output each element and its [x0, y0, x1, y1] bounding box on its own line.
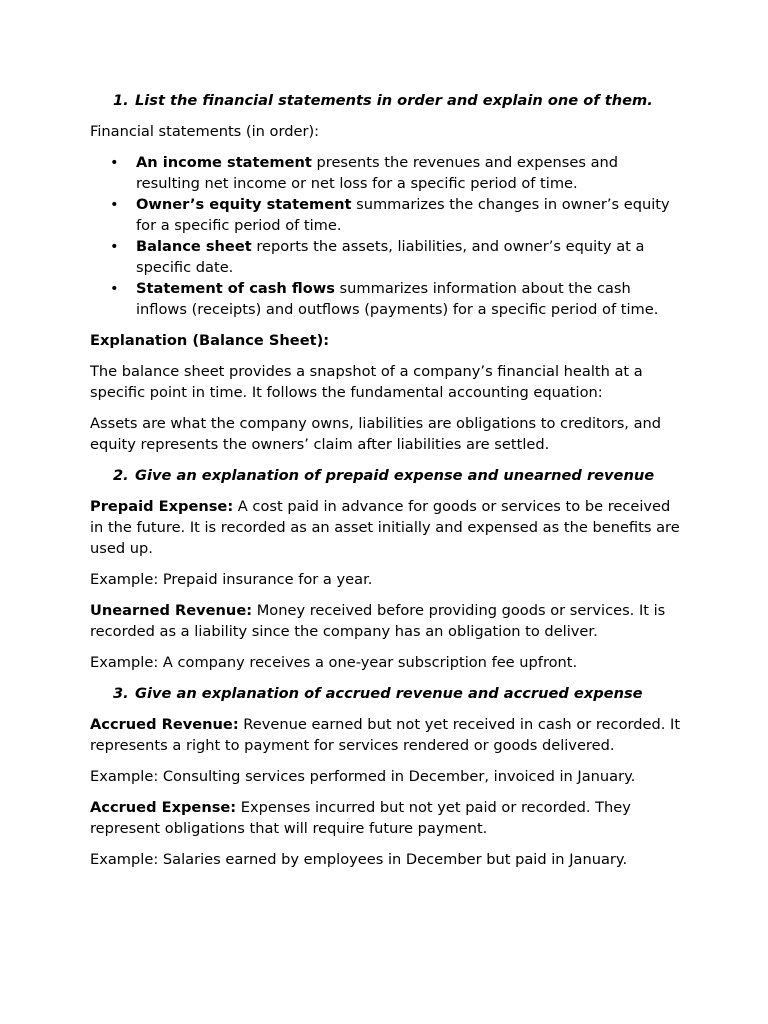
accrued-expense-paragraph: [90, 797, 682, 839]
statement-description: summarizes the changes in owner’s equity for a specific period of time.: [136, 196, 670, 234]
unearned-revenue-definition: Money received before providing goods or services. It is recorded as a liability since the company has an obligation to deliver.: [90, 602, 666, 640]
statement-term: An income statement: [136, 154, 312, 171]
prepaid-expense-example: Example: Prepaid insurance for a year.: [90, 571, 373, 588]
accrued-expense-example: Example: Salaries earned by employees in December but paid in January.: [90, 851, 628, 868]
bullet-icon: •: [110, 280, 119, 297]
accrued-revenue-example: Example: Consulting services performed in December, invoiced in January.: [90, 768, 636, 785]
accrued-expense-term: Accrued Expense:: [90, 799, 237, 816]
statement-term: Balance sheet: [136, 238, 252, 255]
unearned-revenue-term: Unearned Revenue:: [90, 602, 253, 619]
question-3-heading: [90, 683, 682, 704]
balance-sheet-paragraph: The balance sheet provides a snapshot of a company’s financial health at a specific point in time. It follows the fundamental accounting equation:: [90, 363, 643, 401]
question-2-number: 2.: [113, 467, 129, 484]
unearned-revenue-example: Example: A company receives a one-year subscription fee upfront.: [90, 654, 578, 671]
accrued-revenue-term: Accrued Revenue:: [90, 716, 239, 733]
explanation-heading: [90, 330, 682, 351]
statement-description: presents the revenues and expenses and resulting net income or net loss for a specific period of time.: [136, 154, 619, 192]
bullet-icon: •: [110, 238, 119, 255]
question-3-title: Give an explanation of accrued revenue and accrued expense: [135, 685, 643, 702]
question-2-title: Give an explanation of prepaid expense and unearned revenue: [135, 467, 655, 484]
list-item: [90, 236, 682, 278]
statement-term: Owner’s equity statement: [136, 196, 352, 213]
accrued-revenue-definition: Revenue earned but not yet received in cash or recorded. It represents a right to payment for services rendered or goods delivered.: [90, 716, 681, 754]
equation-explanation-paragraph: Assets are what the company owns, liabilities are obligations to creditors, and equity represents the owners’ claim after liabilities are settled.: [90, 415, 662, 453]
statements-list: [90, 152, 682, 320]
statement-term: Statement of cash flows: [136, 280, 335, 297]
statements-intro: Financial statements (in order):: [90, 123, 320, 140]
accrued-revenue-paragraph: [90, 714, 682, 756]
list-item: [90, 194, 682, 236]
accrued-expense-definition: Expenses incurred but not yet paid or recorded. They represent obligations that will require future payment.: [90, 799, 631, 837]
prepaid-expense-definition: A cost paid in advance for goods or services to be received in the future. It is recorded as an asset initially and expensed as the benefits are used up.: [90, 498, 680, 557]
statement-description: reports the assets, liabilities, and owner’s equity at a specific date.: [136, 238, 645, 276]
list-item: [90, 152, 682, 194]
prepaid-expense-term: Prepaid Expense:: [90, 498, 234, 515]
question-2-heading: [90, 465, 682, 486]
question-1-number: 1.: [113, 92, 129, 109]
statement-description: summarizes information about the cash inflows (receipts) and outflows (payments) for a specific period of time.: [136, 280, 659, 318]
list-item: [90, 278, 682, 320]
prepaid-expense-paragraph: [90, 496, 682, 559]
question-1-heading: [90, 90, 682, 111]
question-1-title: List the financial statements in order and explain one of them.: [135, 92, 653, 109]
document-page: [90, 90, 682, 880]
unearned-revenue-paragraph: [90, 600, 682, 642]
bullet-icon: •: [110, 154, 119, 171]
bullet-icon: •: [110, 196, 119, 213]
question-3-number: 3.: [113, 685, 129, 702]
explanation-heading-text: Explanation (Balance Sheet):: [90, 332, 330, 349]
